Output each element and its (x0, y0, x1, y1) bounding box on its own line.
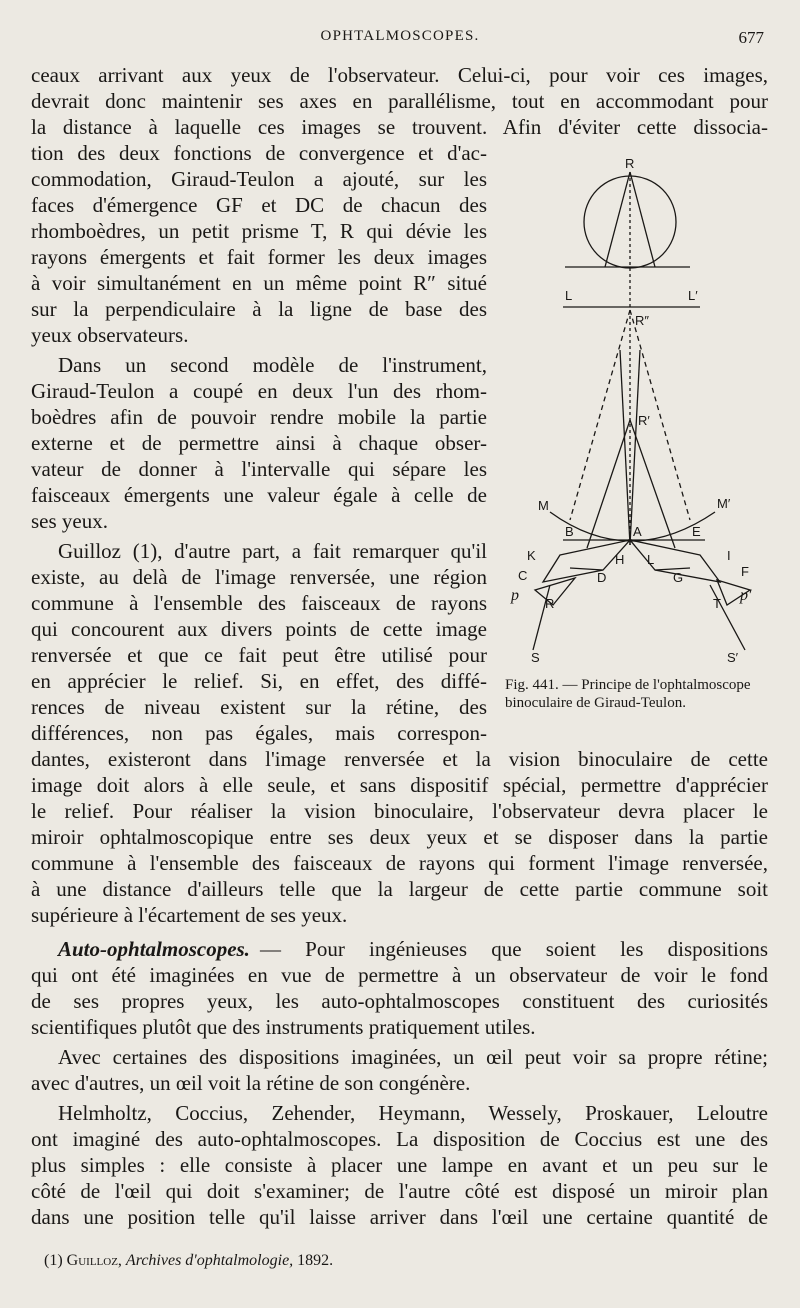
label-p: p (511, 587, 519, 604)
label-I: I (727, 548, 731, 563)
text-line: le relief. Pour réaliser la vision binoculaire, l'observateur devra placer le (31, 799, 768, 823)
page-number: 677 (738, 28, 764, 47)
dashed-ray-left (570, 310, 630, 520)
label-M: M (538, 498, 549, 513)
section-title: Auto-ophtalmoscopes. (58, 937, 250, 961)
label-G: G (673, 570, 684, 585)
text-line: supérieure à l'écartement de ses yeux. (31, 903, 348, 927)
running-head: OPHTALMOSCOPES. (320, 28, 480, 44)
label-R-double-prime: R″ (635, 313, 649, 328)
label-p-prime: p′ (740, 587, 752, 604)
text-line: Helmholtz, Coccius, Zehender, Heymann, Wessely, Proskauer, Leloutre (58, 1101, 768, 1125)
text-line: miroir ophtalmoscopique entre ses deux yeux et se disposer dans la partie (31, 825, 768, 849)
text-line: faces d'émergence GF et DC de chacun des (31, 193, 487, 217)
ray-to-B (587, 420, 630, 548)
label-D: D (597, 570, 607, 585)
text-line: sur la perpendiculaire à la ligne de base des (31, 297, 487, 321)
text-line: commodation, Giraud-Teulon a ajouté, sur les (31, 167, 487, 191)
text-line: commune à l'ensemble des faisceaux de rayons (31, 591, 487, 615)
ray-center-left (620, 350, 630, 545)
footnote-author: Guilloz, (66, 1252, 122, 1269)
figure-caption: Fig. 441. — Principe de l'ophtalmoscope binoculaire de Giraud-Teulon. (505, 677, 751, 711)
text-line: ont imaginé des auto-ophtalmoscopes. La disposition de Coccius est une des (31, 1127, 768, 1151)
text-line: qui ont été imaginées en vue de permettre à un observateur de voir le fond (31, 963, 768, 987)
text-line: image doit alors à elle seule, et sans dispositif spécial, permettre d'apprécier (31, 773, 768, 797)
text-line: ses yeux. (31, 509, 108, 533)
ray-right-upper (630, 172, 655, 267)
text-line: rhomboèdres, un petit prisme T, R qui dévie les (31, 219, 487, 243)
text-line: vateur de donner à l'intervalle qui sépare les (31, 457, 487, 481)
ray-left-upper (605, 172, 630, 267)
section-opening-line (58, 936, 768, 962)
text-line: devrait donc maintenir ses axes en parallélisme, tout en accommodant pour (31, 89, 768, 113)
label-K: K (527, 548, 536, 563)
text-line: boèdres afin de pouvoir rendre mobile la partie (31, 405, 487, 429)
label-A: A (633, 524, 642, 539)
page-header (30, 28, 770, 52)
label-L: L (565, 288, 573, 303)
text-line: scientifiques plutôt que des instruments pratiquement utiles. (31, 1015, 536, 1039)
text-line: ceaux arrivant aux yeux de l'observateur. Celui-ci, pour voir ces images, (31, 63, 768, 87)
ray-center-right (630, 350, 640, 545)
text-line: qui concourent aux divers points de cette image (31, 617, 487, 641)
label-T: T (713, 596, 721, 611)
text-line: externe et de permettre ainsi à chaque obser- (31, 431, 487, 455)
text-line: renversée et que ce fait peut être utilisé pour (31, 643, 487, 667)
text-line: Guilloz (1), d'autre part, a fait remarquer qu'il (58, 539, 487, 563)
footnote-year: 1892. (297, 1252, 334, 1269)
label-L-small: L (647, 552, 655, 567)
label-R: R (625, 156, 635, 171)
footnote-journal: Archives d'ophtalmologie, (125, 1252, 294, 1269)
label-S: S (531, 650, 540, 665)
text-line: faisceaux émergents une valeur égale à celle de (31, 483, 487, 507)
label-B: B (565, 524, 574, 539)
text-line: la distance à laquelle ces images se trouvent. Afin d'éviter cette dissocia- (31, 115, 768, 139)
text-line: côté de l'œil qui doit s'examiner; de l'autre côté est disposé un miroir plan (31, 1179, 768, 1203)
text-line: existe, au delà de l'image renversée, une région (31, 565, 487, 589)
text-line: Avec certaines des dispositions imaginées, un œil peut voir sa propre rétine; (58, 1045, 768, 1069)
footnote-marker: (1) (44, 1252, 63, 1269)
label-H: H (615, 552, 625, 567)
label-R-small: R (545, 596, 555, 611)
figure-441-diagram (505, 150, 795, 670)
text-line: yeux observateurs. (31, 323, 189, 347)
text-line: rences de niveau existent sur la rétine, des (31, 695, 487, 719)
label-E: E (692, 524, 701, 539)
label-C: C (518, 568, 528, 583)
text-line: à voir simultanément en un même point R″ situé (31, 271, 487, 295)
text-line: de ses propres yeux, les auto-ophtalmoscopes constituent des curiosités (31, 989, 768, 1013)
text-line: plus simples : elle consiste à placer une lampe en avant et un peu sur le (31, 1153, 768, 1177)
label-R-prime: R′ (638, 413, 650, 428)
text-line: Giraud-Teulon a coupé en deux l'un des rhom- (31, 379, 487, 403)
label-S-prime: S′ (727, 650, 739, 665)
label-F: F (741, 564, 749, 579)
text-line: dans une position telle qu'il laisse arriver dans l'œil une certaine quantité de (31, 1205, 768, 1229)
footnote (44, 1252, 333, 1270)
text-line: à une distance d'ailleurs telle que la largeur de cette partie commune soit (31, 877, 768, 901)
text-line: — Pour ingénieuses que soient les dispositions (259, 937, 768, 961)
text-line: différences, non pas égales, mais correspon- (31, 721, 487, 745)
text-line: rayons émergents et fait former les deux images (31, 245, 487, 269)
label-L-prime: L′ (688, 288, 698, 303)
text-line: Dans un second modèle de l'instrument, (58, 353, 487, 377)
text-line: avec d'autres, un œil voit la rétine de son congénère. (31, 1071, 471, 1095)
label-M-prime: M′ (717, 496, 731, 511)
text-line: dantes, existeront dans l'image renversée et la vision binoculaire de cette (31, 747, 768, 771)
text-line: en apprécier le relief. Si, en effet, des diffé- (31, 669, 487, 693)
text-line: commune à l'ensemble des faisceaux de rayons qui forment l'image renversée, (31, 851, 768, 875)
text-line: tion des deux fonctions de convergence et d'ac- (31, 141, 487, 165)
left-prism (535, 578, 575, 605)
ophthalmoscope-diagram (505, 150, 795, 670)
